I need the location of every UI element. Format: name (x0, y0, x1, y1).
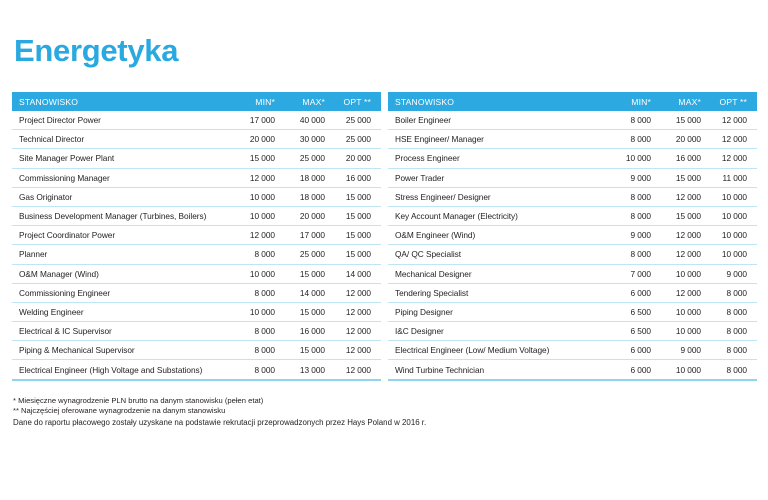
cell-position: Commissioning Manager (12, 168, 234, 187)
cell-max: 15 000 (285, 264, 335, 283)
cell-min: 15 000 (234, 149, 285, 168)
cell-min: 7 000 (610, 264, 661, 283)
cell-opt: 8 000 (711, 341, 757, 360)
table-row (388, 245, 757, 264)
cell-position: Boiler Engineer (388, 111, 610, 130)
cell-max: 13 000 (285, 360, 335, 380)
table-row (12, 322, 381, 341)
cell-opt: 15 000 (335, 245, 381, 264)
cell-min: 9 000 (610, 168, 661, 187)
cell-min: 8 000 (610, 245, 661, 264)
table-row (388, 168, 757, 187)
cell-position: I&C Designer (388, 322, 610, 341)
cell-min: 8 000 (234, 322, 285, 341)
cell-min: 20 000 (234, 130, 285, 149)
cell-min: 8 000 (610, 187, 661, 206)
page-title: Energetyka (14, 33, 179, 68)
cell-position: Welding Engineer (12, 302, 234, 321)
cell-position: Project Director Power (12, 111, 234, 130)
cell-opt: 25 000 (335, 111, 381, 130)
table-row (388, 360, 757, 380)
cell-min: 9 000 (610, 226, 661, 245)
table-body-left (12, 111, 381, 380)
cell-opt: 12 000 (335, 360, 381, 380)
cell-min: 12 000 (234, 168, 285, 187)
table-row (12, 283, 381, 302)
cell-min: 8 000 (610, 130, 661, 149)
cell-min: 10 000 (234, 302, 285, 321)
footnote-source: Dane do raportu płacowego zostały uzyskane na podstawie rekrutacji przeprowadzonych przez Hays Poland w 2016 r. (13, 417, 427, 427)
table-header-left (12, 92, 381, 111)
cell-min: 10 000 (234, 264, 285, 283)
cell-position: Power Trader (388, 168, 610, 187)
cell-opt: 8 000 (711, 322, 757, 341)
cell-opt: 12 000 (711, 149, 757, 168)
cell-max: 10 000 (661, 322, 711, 341)
table-row (388, 187, 757, 206)
cell-position: Project Coordinator Power (12, 226, 234, 245)
cell-max: 9 000 (661, 341, 711, 360)
cell-max: 15 000 (285, 341, 335, 360)
cell-max: 18 000 (285, 168, 335, 187)
cell-opt: 15 000 (335, 187, 381, 206)
cell-max: 12 000 (661, 283, 711, 302)
cell-max: 15 000 (661, 111, 711, 130)
cell-opt: 12 000 (711, 130, 757, 149)
cell-opt: 12 000 (711, 111, 757, 130)
tables-container (0, 92, 768, 381)
table-header-right (388, 92, 757, 111)
cell-min: 17 000 (234, 111, 285, 130)
cell-max: 16 000 (661, 149, 711, 168)
cell-min: 10 000 (234, 206, 285, 225)
table-row (388, 206, 757, 225)
cell-opt: 11 000 (711, 168, 757, 187)
table-row (12, 206, 381, 225)
cell-opt: 10 000 (711, 245, 757, 264)
cell-opt: 10 000 (711, 226, 757, 245)
salary-table-right-container (388, 92, 757, 381)
cell-position: Piping & Mechanical Supervisor (12, 341, 234, 360)
cell-position: Process Engineer (388, 149, 610, 168)
table-row (12, 149, 381, 168)
cell-opt: 15 000 (335, 226, 381, 245)
salary-table-right (388, 92, 757, 381)
cell-position: Key Account Manager (Electricity) (388, 206, 610, 225)
table-row (388, 149, 757, 168)
cell-position: Stress Engineer/ Designer (388, 187, 610, 206)
cell-min: 8 000 (234, 245, 285, 264)
table-row (12, 264, 381, 283)
cell-min: 6 000 (610, 283, 661, 302)
salary-table-left (12, 92, 381, 381)
cell-max: 20 000 (661, 130, 711, 149)
table-row (388, 322, 757, 341)
cell-opt: 12 000 (335, 341, 381, 360)
cell-position: Electrical Engineer (Low/ Medium Voltage) (388, 341, 610, 360)
cell-position: Piping Designer (388, 302, 610, 321)
cell-max: 25 000 (285, 149, 335, 168)
column-header-opt: OPT ** (335, 92, 381, 111)
cell-max: 10 000 (661, 264, 711, 283)
cell-min: 8 000 (234, 341, 285, 360)
cell-min: 8 000 (234, 283, 285, 302)
table-header-row (12, 92, 381, 111)
cell-max: 20 000 (285, 206, 335, 225)
cell-opt: 14 000 (335, 264, 381, 283)
cell-max: 10 000 (661, 302, 711, 321)
table-row (388, 283, 757, 302)
table-row (12, 168, 381, 187)
cell-position: Site Manager Power Plant (12, 149, 234, 168)
cell-position: O&M Manager (Wind) (12, 264, 234, 283)
footnotes (13, 396, 753, 428)
table-row (12, 130, 381, 149)
cell-position: Planner (12, 245, 234, 264)
cell-min: 10 000 (610, 149, 661, 168)
cell-opt: 15 000 (335, 206, 381, 225)
cell-min: 8 000 (234, 360, 285, 380)
cell-min: 6 000 (610, 341, 661, 360)
cell-min: 12 000 (234, 226, 285, 245)
cell-position: HSE Engineer/ Manager (388, 130, 610, 149)
cell-max: 15 000 (285, 302, 335, 321)
cell-position: Electrical Engineer (High Voltage and Substations) (12, 360, 234, 380)
table-header-row (388, 92, 757, 111)
cell-opt: 10 000 (711, 206, 757, 225)
cell-opt: 25 000 (335, 130, 381, 149)
table-row (388, 130, 757, 149)
cell-position: Electrical & IC Supervisor (12, 322, 234, 341)
table-row (12, 341, 381, 360)
table-row (388, 302, 757, 321)
table-row (12, 187, 381, 206)
cell-opt: 9 000 (711, 264, 757, 283)
cell-max: 12 000 (661, 226, 711, 245)
cell-max: 12 000 (661, 245, 711, 264)
table-row (12, 302, 381, 321)
cell-position: O&M Engineer (Wind) (388, 226, 610, 245)
footnote-opt-definition: ** Najczęściej oferowane wynagrodzenie na danym stanowisku (13, 406, 226, 416)
cell-max: 12 000 (661, 187, 711, 206)
column-header-position: STANOWISKO (388, 92, 610, 111)
cell-max: 15 000 (661, 168, 711, 187)
cell-max: 14 000 (285, 283, 335, 302)
cell-position: Mechanical Designer (388, 264, 610, 283)
table-row (388, 264, 757, 283)
cell-position: QA/ QC Specialist (388, 245, 610, 264)
cell-min: 10 000 (234, 187, 285, 206)
cell-position: Gas Originator (12, 187, 234, 206)
table-row (12, 111, 381, 130)
table-row (388, 111, 757, 130)
cell-max: 10 000 (661, 360, 711, 380)
cell-min: 8 000 (610, 206, 661, 225)
table-row (388, 226, 757, 245)
cell-opt: 10 000 (711, 187, 757, 206)
column-header-min: MIN* (234, 92, 285, 111)
cell-position: Commissioning Engineer (12, 283, 234, 302)
cell-position: Business Development Manager (Turbines, Boilers) (12, 206, 234, 225)
cell-max: 15 000 (661, 206, 711, 225)
cell-max: 16 000 (285, 322, 335, 341)
cell-opt: 12 000 (335, 302, 381, 321)
cell-opt: 16 000 (335, 168, 381, 187)
table-row (388, 341, 757, 360)
cell-opt: 12 000 (335, 322, 381, 341)
cell-max: 18 000 (285, 187, 335, 206)
table-row (12, 360, 381, 380)
cell-min: 8 000 (610, 111, 661, 130)
table-row (12, 226, 381, 245)
salary-table-left-container (12, 92, 381, 381)
footnote-min-definition: * Miesięczne wynagrodzenie PLN brutto na danym stanowisku (pełen etat) (13, 396, 264, 405)
cell-position: Tendering Specialist (388, 283, 610, 302)
cell-opt: 8 000 (711, 360, 757, 380)
cell-min: 6 500 (610, 322, 661, 341)
cell-opt: 12 000 (335, 283, 381, 302)
cell-position: Wind Turbine Technician (388, 360, 610, 380)
column-header-min: MIN* (610, 92, 661, 111)
cell-max: 25 000 (285, 245, 335, 264)
cell-max: 17 000 (285, 226, 335, 245)
cell-max: 30 000 (285, 130, 335, 149)
column-header-position: STANOWISKO (12, 92, 234, 111)
cell-position: Technical Director (12, 130, 234, 149)
table-row (12, 245, 381, 264)
column-header-max: MAX* (661, 92, 711, 111)
column-header-max: MAX* (285, 92, 335, 111)
cell-max: 40 000 (285, 111, 335, 130)
column-header-opt: OPT ** (711, 92, 757, 111)
cell-opt: 8 000 (711, 302, 757, 321)
table-body-right (388, 111, 757, 380)
cell-min: 6 000 (610, 360, 661, 380)
cell-opt: 20 000 (335, 149, 381, 168)
cell-opt: 8 000 (711, 283, 757, 302)
cell-min: 6 500 (610, 302, 661, 321)
